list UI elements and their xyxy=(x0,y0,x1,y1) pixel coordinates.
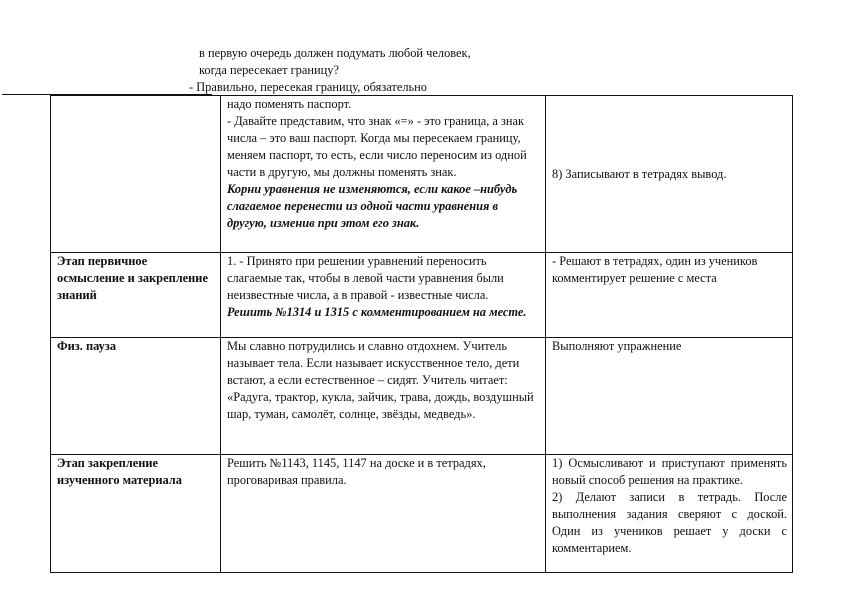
table-row xyxy=(51,455,793,573)
rule-text: Корни уравнения не изменяются, если какое –нибудь слагаемое перенести из одной части уравнения в другую, изменив при этом его знак. xyxy=(227,182,518,230)
students-item: 1) Осмысливают и приступают применять новый способ решения на практике. xyxy=(552,456,787,487)
lesson-plan-table xyxy=(50,95,793,573)
preceding-line-1: в первую очередь должен подумать любой человек, xyxy=(199,46,471,60)
stage-cell: Физ. пауза xyxy=(51,338,221,455)
students-activity-cell: Выполняют упражнение xyxy=(546,338,793,455)
students-item: 2) Делают записи в тетрадь. После выполнения задания сверяют с доской. Один из учеников решает у доски с комментарием. xyxy=(552,490,787,555)
table-row xyxy=(51,96,793,253)
teacher-text: 1. - Принято при решении уравнений переносить слагаемые так, чтобы в левой части уравнения были неизвестные числа, а в правой - известные числа. xyxy=(227,254,504,302)
teacher-activity-cell xyxy=(221,96,546,253)
table-row xyxy=(51,338,793,455)
teacher-activity-cell: Мы славно потрудились и славно отдохнем. Учитель называет тела. Если называет искусственное тело, дети встают, а если естественное – сидят. Учитель читает: «Радуга, трактор, кукла, зайчик, трава, дождь, воздушный шар, туман, самолёт, солнце, звёзды, медведь». xyxy=(221,338,546,455)
preceding-line-2: когда пересекает границу? xyxy=(199,63,339,77)
students-activity-cell: 8) Записывают в тетрадях вывод. xyxy=(546,96,793,253)
students-activity-cell: - Решают в тетрадях, один из учеников комментирует решение с места xyxy=(546,253,793,338)
stage-cell: Этап первичное осмысление и закрепление знаний xyxy=(51,253,221,338)
teacher-activity-cell: Решить №1143, 1145, 1147 на доске и в тетрадях, проговаривая правила. xyxy=(221,455,546,573)
table-row xyxy=(51,253,793,338)
preceding-text xyxy=(189,45,559,96)
stage-cell: Этап закрепление изученного материала xyxy=(51,455,221,573)
teacher-activity-cell xyxy=(221,253,546,338)
teacher-text: - Давайте представим, что знак «=» - это граница, а знак числа – это ваш паспорт. Когда мы пересекаем границу, меняем паспорт, то есть, если число переносим из одной части в другую, мы должны поменять знак. xyxy=(227,114,527,179)
stage-cell xyxy=(51,96,221,253)
students-activity-cell xyxy=(546,455,793,573)
teacher-text: надо поменять паспорт. xyxy=(227,97,352,111)
preceding-line-3: - Правильно, пересекая границу, обязательно xyxy=(189,80,427,94)
task-text: Решить №1314 и 1315 с комментированием на месте. xyxy=(227,305,527,319)
